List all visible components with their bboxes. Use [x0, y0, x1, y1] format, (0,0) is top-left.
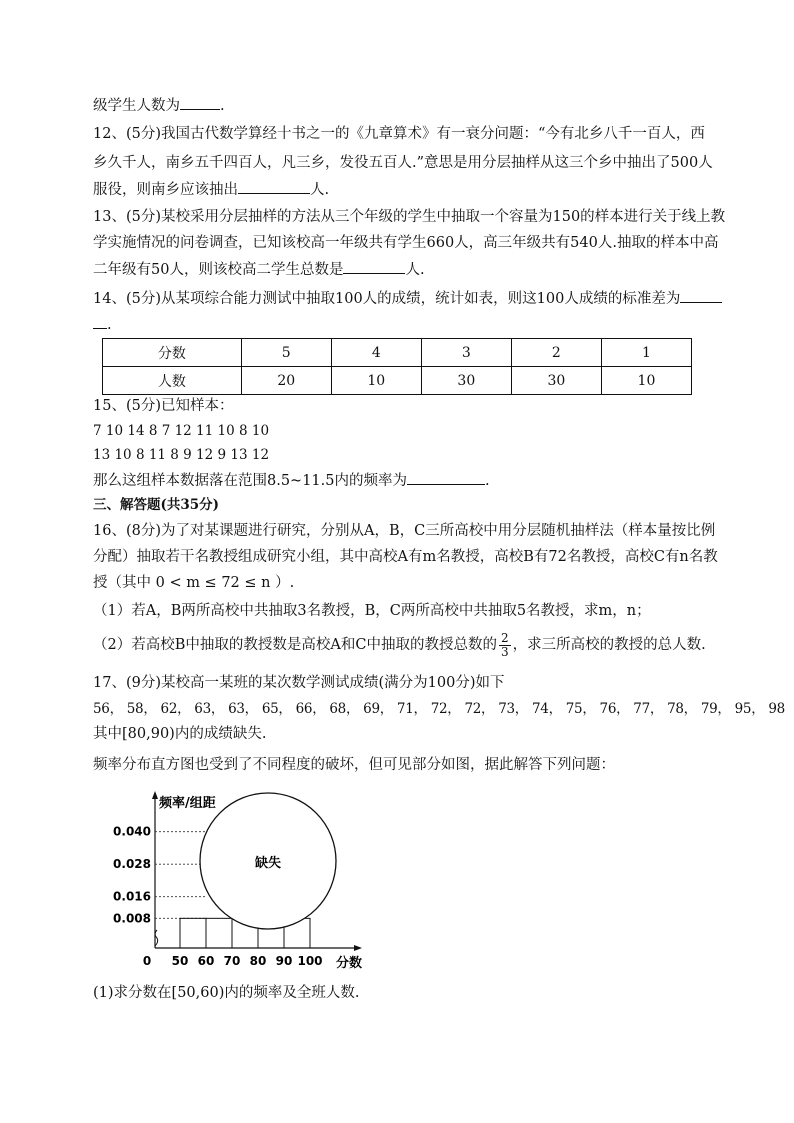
q15-line3: 13 10 8 11 8 9 12 9 13 12: [93, 447, 270, 463]
text: 二年级有50人，则该校高二学生总数是: [93, 262, 344, 278]
answer-blank: [343, 259, 405, 274]
table-cell: 4: [331, 339, 421, 367]
q15-line1: 15、(5分)已知样本：: [93, 398, 234, 414]
table-cell: 30: [511, 367, 601, 395]
fraction-denominator: 3: [500, 644, 509, 659]
histogram-bar-partial: [206, 918, 232, 948]
origin-label: 0: [142, 954, 152, 968]
prev-question-tail: [93, 95, 225, 116]
x-tick-label: 80: [249, 954, 267, 968]
x-axis-title: 分数: [336, 956, 363, 971]
y-axis-arrow: [152, 791, 158, 799]
q14-line2: [93, 314, 112, 335]
y-tick-label: 0.040: [113, 824, 151, 839]
q17-line1: 17、(9分)某校高一某班的某次数学测试成绩(满分为100分)如下: [93, 675, 505, 691]
answer-blank: [680, 288, 722, 303]
fraction: [499, 632, 511, 659]
text: 14、(5分)从某项综合能力测试中抽取100人的成绩，统计如表，则这100人成绩的标准差为: [93, 291, 681, 307]
y-tick-label: 0.008: [113, 911, 151, 926]
x-tick-label: 60: [197, 954, 215, 968]
text: 服役，则南乡应该抽出: [93, 182, 238, 198]
q17-line3: 其中[80,90)内的成绩缺失.: [93, 726, 267, 742]
y-tick-label: 0.028: [113, 857, 151, 872]
text: 人.: [405, 262, 425, 278]
y-axis-title: 频率/组距: [159, 796, 216, 811]
table-cell: 20: [241, 367, 331, 395]
table-row: [103, 367, 692, 395]
q12-line1: 12、(5分)我国古代数学算经十书之一的《九章算术》有一衰分问题：“今有北乡八千一百人，西: [93, 126, 705, 142]
text: 那么这组样本数据落在范围8.5~11.5内的频率为: [93, 473, 407, 489]
q13-line2: 学实施情况的问卷调查，已知该校高一年级共有学生660人，高三年级共有540人.抽取的样本中高: [93, 235, 719, 251]
text: ，求三所高校的教授的总人数.: [512, 637, 706, 653]
fraction-numerator: 2: [500, 630, 509, 645]
q16-line3: 授（其中 0 < m ≤ 72 ≤ n ）.: [93, 575, 295, 591]
text: .: [485, 473, 490, 489]
table-cell: 2: [511, 339, 601, 367]
q16-part1: （1）若A，B两所高校中共抽取3名教授，B，C两所高校中共抽取5名教授，求m，n；: [93, 603, 651, 619]
q15-line2: 7 10 14 8 7 12 11 10 8 10: [93, 423, 270, 439]
text: 人.: [310, 182, 330, 198]
q13-line1: 13、(5分)某校采用分层抽样的方法从三个年级的学生中抽取一个容量为150的样本进行关于线上教: [93, 209, 726, 225]
section-heading: 三、解答题(共35分): [93, 497, 220, 513]
q16-part2: [93, 630, 706, 660]
x-tick-label: 50: [171, 954, 189, 968]
q16-line1: 16、(8分)为了对某课题进行研究，分别从A，B，C三所高校中用分层随机抽样法（样本量按比例: [93, 523, 716, 539]
table-cell: 30: [421, 367, 511, 395]
q12-line3: [93, 179, 329, 200]
x-tick-label: 100: [297, 954, 323, 968]
x-tick-label: 70: [223, 954, 241, 968]
table-cell: 1: [601, 339, 691, 367]
table-cell: 3: [421, 339, 511, 367]
missing-annotation: 缺失: [254, 856, 282, 871]
table-cell: 5: [241, 339, 331, 367]
table-cell: 10: [331, 367, 421, 395]
q17-line4: 频率分布直方图也受到了不同程度的破坏，但可见部分如图，据此解答下列问题：: [93, 757, 615, 773]
q15-line4: [93, 470, 490, 491]
table-cell: 分数: [103, 339, 242, 367]
text: .: [220, 98, 225, 114]
table-row: [103, 339, 692, 367]
q14-line1: [93, 288, 722, 309]
score-table: [102, 338, 692, 395]
text: 级学生人数为: [93, 98, 180, 114]
answer-blank: [238, 179, 310, 194]
q13-line3: [93, 259, 425, 280]
x-tick-label: 90: [275, 954, 293, 968]
answer-blank-cont: [93, 314, 107, 329]
answer-blank: [407, 470, 485, 485]
text: .: [107, 317, 112, 333]
histogram-bar: [180, 918, 206, 948]
y-tick-label: 0.016: [113, 889, 151, 904]
answer-blank: [180, 95, 220, 110]
q16-line2: 分配）抽取若干名教授组成研究小组，其中高校A有m名教授，高校B有72名教授，高校C有n名教: [93, 549, 718, 565]
q12-line2: 乡久千人，南乡五千四百人，凡三乡，发役五百人.”意思是用分层抽样从这三个乡中抽出了500人: [93, 155, 713, 171]
q17-scores: 56， 58， 62， 63， 63， 65， 66， 68， 69， 71， 72， 72， 73， 74， 75， 76， 77， 78， 79， 95， 98: [93, 701, 785, 717]
table-cell: 10: [601, 367, 691, 395]
x-axis-arrow: [354, 945, 362, 951]
table-cell: 人数: [103, 367, 242, 395]
frequency-histogram: [100, 785, 400, 985]
text: （2）若高校B中抽取的教授数是高校A和C中抽取的教授总数的: [93, 637, 497, 653]
q17-part1: (1)求分数在[50,60)内的频率及全班人数.: [93, 985, 360, 1001]
